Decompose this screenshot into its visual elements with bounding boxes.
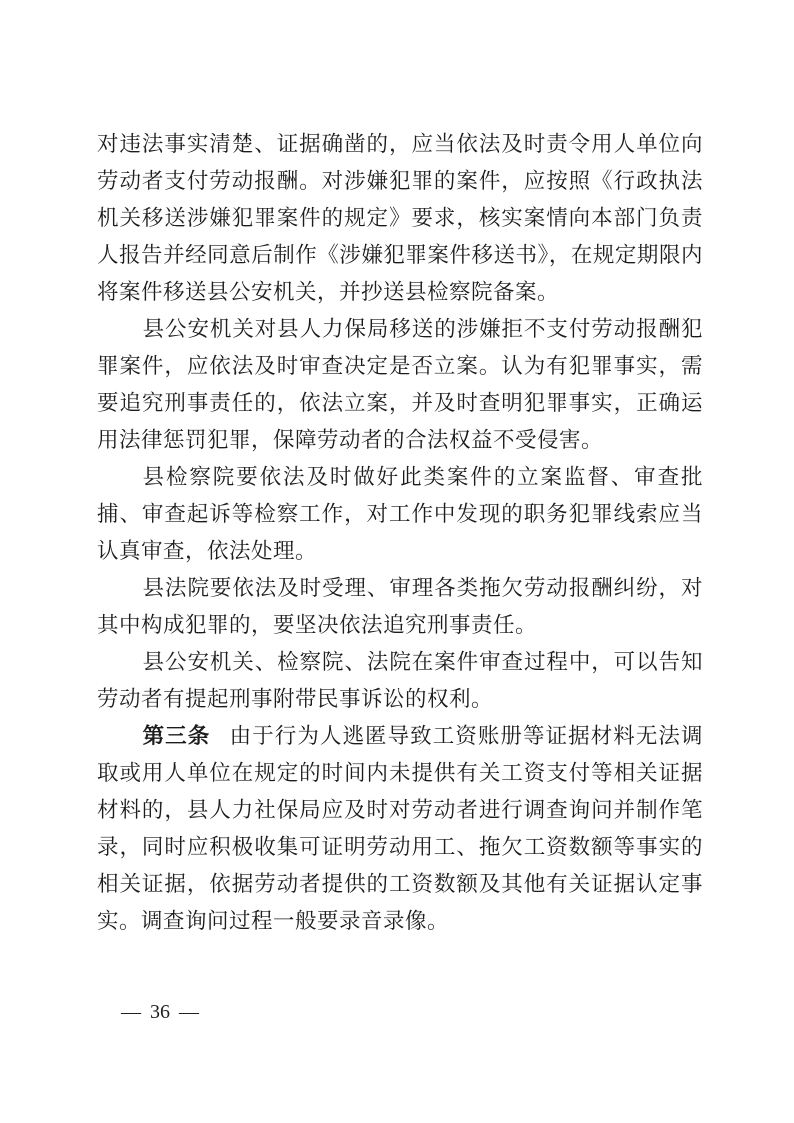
article-3-text: 由于行为人逃匿导致工资账册等证据材料无法调取或用人单位在规定的时间内未提供有关工资支付等相关证据材料的，县人力社保局应及时对劳动者进行调查询问并制作笔录，同时应积极收集可证明劳动用工、拖欠工资数额等事实的相关证据，依据劳动者提供的工资数额及其他有关证据认定事实。调查询问过程一般要录音录像。 (97, 724, 703, 933)
page-footer (121, 1000, 199, 1024)
paragraph-civil-action-notice: 县公安机关、检察院、法院在案件审查过程中，可以告知劳动者有提起刑事附带民事诉讼的权利。 (97, 650, 703, 711)
paragraph-procuratorate: 县检察院要依法及时做好此类案件的立案监督、审查批捕、审查起诉等检察工作，对工作中发现的职务犯罪线索应当认真审查，依法处理。 (97, 465, 703, 563)
page-number: 36 (150, 1001, 170, 1023)
paragraph-continuation: 对违法事实清楚、证据确凿的，应当依法及时责令用人单位向劳动者支付劳动报酬。对涉嫌犯罪的案件，应按照《行政执法机关移送涉嫌犯罪案件的规定》要求，核实案情向本部门负责人报告并经同意后制作《涉嫌犯罪案件移送书》，在规定期限内将案件移送县公安机关，并抄送县检察院备案。 (97, 132, 703, 304)
paragraph-public-security: 县公安机关对县人力保局移送的涉嫌拒不支付劳动报酬犯罪案件，应依法及时审查决定是否立案。认为有犯罪事实，需要追究刑事责任的，依法立案，并及时查明犯罪事实，正确运用法律惩罚犯罪，保障劳动者的合法权益不受侵害。 (97, 317, 703, 452)
document-body (97, 126, 703, 940)
article-3-number: 第三条 (142, 724, 211, 748)
paragraph-court: 县法院要依法及时受理、审理各类拖欠劳动报酬纠纷，对其中构成犯罪的，要坚决依法追究刑事责任。 (97, 576, 703, 637)
footer-dash-right: — (179, 1001, 199, 1023)
paragraph-article-3 (97, 718, 703, 940)
footer-dash-left: — (121, 1001, 141, 1023)
